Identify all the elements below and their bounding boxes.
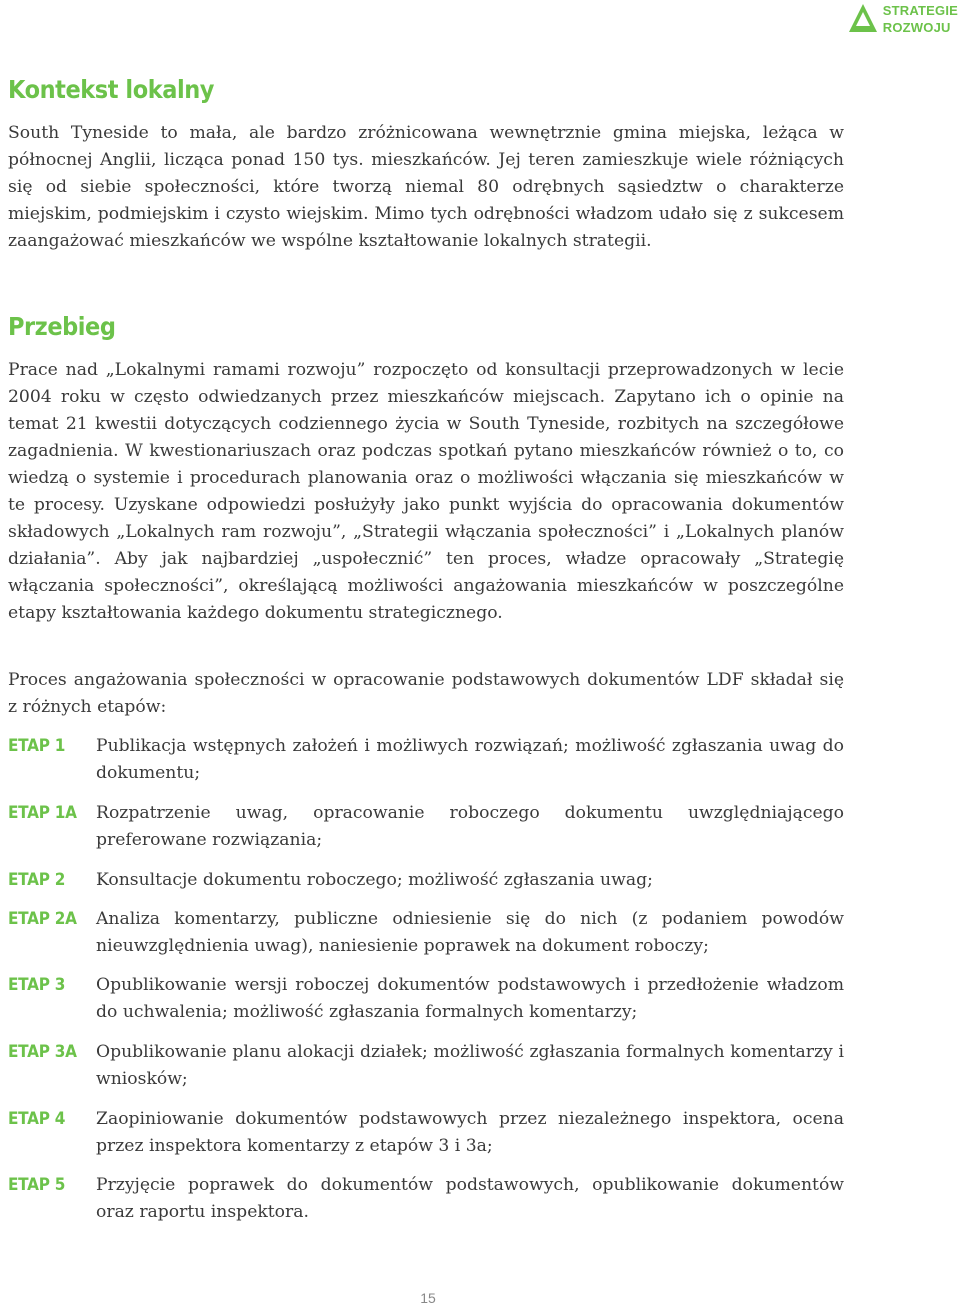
page-number: 15 — [420, 1290, 436, 1306]
stage-description: Zaopiniowanie dokumentów podstawowych przez niezależnego inspektora, ocena przez inspektora komentarzy z etapów 3 i 3a; — [96, 1109, 844, 1156]
stage-item — [8, 1039, 844, 1093]
section-heading-context: Kontekst lokalny — [8, 75, 215, 104]
triangle-arrow-icon — [848, 2, 878, 34]
stage-description: Publikacja wstępnych założeń i możliwych rozwiązań; możliwość zgłaszania uwag do dokumentu; — [96, 736, 844, 783]
stage-item — [8, 800, 844, 854]
stage-label: ETAP 2A — [8, 909, 77, 929]
stage-description: Konsultacje dokumentu roboczego; możliwość zgłaszania uwag; — [96, 870, 653, 890]
stage-description: Rozpatrzenie uwag, opracowanie roboczego dokumentu uwzględniającego preferowane rozwiązania; — [96, 803, 844, 850]
stage-label: ETAP 3 — [8, 975, 66, 995]
context-paragraph: South Tyneside to mała, ale bardzo zróżnicowana wewnętrznie gmina miejska, leżąca w północnej Anglii, licząca ponad 150 tys. mieszkańców. Jej teren zamieszkuje wiele różniących się od siebie społeczności, które tworzą niemal 80 odrębnych sąsiedztw o charakterze miejskim, podmiejskim i czysto wiejskim. Mimo tych odrębności władzom udało się z sukcesem zaangażować mieszkańców we wspólne kształtowanie lokalnych strategii. — [8, 123, 844, 251]
stage-description: Przyjęcie poprawek do dokumentów podstawowych, opublikowanie dokumentów oraz raportu inspektora. — [96, 1175, 844, 1222]
stage-item — [8, 972, 844, 1026]
brand-badge — [848, 0, 960, 40]
stage-item — [8, 1106, 844, 1160]
stage-label: ETAP 5 — [8, 1175, 66, 1195]
stage-label: ETAP 1 — [8, 736, 66, 756]
stage-description: Analiza komentarzy, publiczne odniesienie się do nich (z podaniem powodów nieuwzględnienia uwag), naniesienie poprawek na dokument roboczy; — [96, 909, 844, 956]
brand-line-1: STRATEGIE — [882, 3, 958, 18]
stage-item — [8, 733, 844, 787]
process-paragraph-2: Proces angażowania społeczności w opracowanie podstawowych dokumentów LDF składał się z różnych etapów: — [8, 670, 844, 717]
stage-item — [8, 906, 844, 960]
stage-item — [8, 1172, 844, 1226]
brand-line-2: ROZWOJU — [882, 20, 951, 35]
stage-label: ETAP 1A — [8, 803, 77, 823]
stage-label: ETAP 4 — [8, 1109, 66, 1129]
brand-label — [883, 2, 958, 36]
stage-label: ETAP 2 — [8, 870, 66, 890]
stage-description: Opublikowanie wersji roboczej dokumentów podstawowych i przedłożenie władzom do uchwalenia; możliwość zgłaszania formalnych komentarzy; — [96, 975, 844, 1022]
section-heading-process: Przebieg — [8, 312, 116, 341]
stage-item — [8, 867, 844, 894]
stage-description: Opublikowanie planu alokacji działek; możliwość zgłaszania formalnych komentarzy i wniosków; — [96, 1042, 844, 1089]
process-paragraph-1: Prace nad „Lokalnymi ramami rozwoju” rozpoczęto od konsultacji przeprowadzonych w lecie 2004 roku w często odwiedzanych przez mieszkańców miejscach. Zapytano ich o opinie na temat 21 kwestii dotyczących codziennego życia w South Tyneside, rozbitych na szczegółowe zagadnienia. W kwestionariuszach oraz podczas spotkań pytano mieszkańców również o to, co wiedzą o systemie i procedurach planowania oraz o możliwości włączania się mieszkańców w te procesy. Uzyskane odpowiedzi posłużyły jako punkt wyjścia do opracowania dokumentów składowych „Lokalnych ram rozwoju”, „Strategii włączania społeczności” i „Lokalnych planów działania”. Aby jak najbardziej „uspołecznić” ten proces, władze opracowały „Strategię włączania społeczności”, określającą możliwości angażowania mieszkańców w poszczególne etapy kształtowania każdego dokumentu strategicznego. — [8, 360, 844, 623]
stage-label: ETAP 3A — [8, 1042, 77, 1062]
